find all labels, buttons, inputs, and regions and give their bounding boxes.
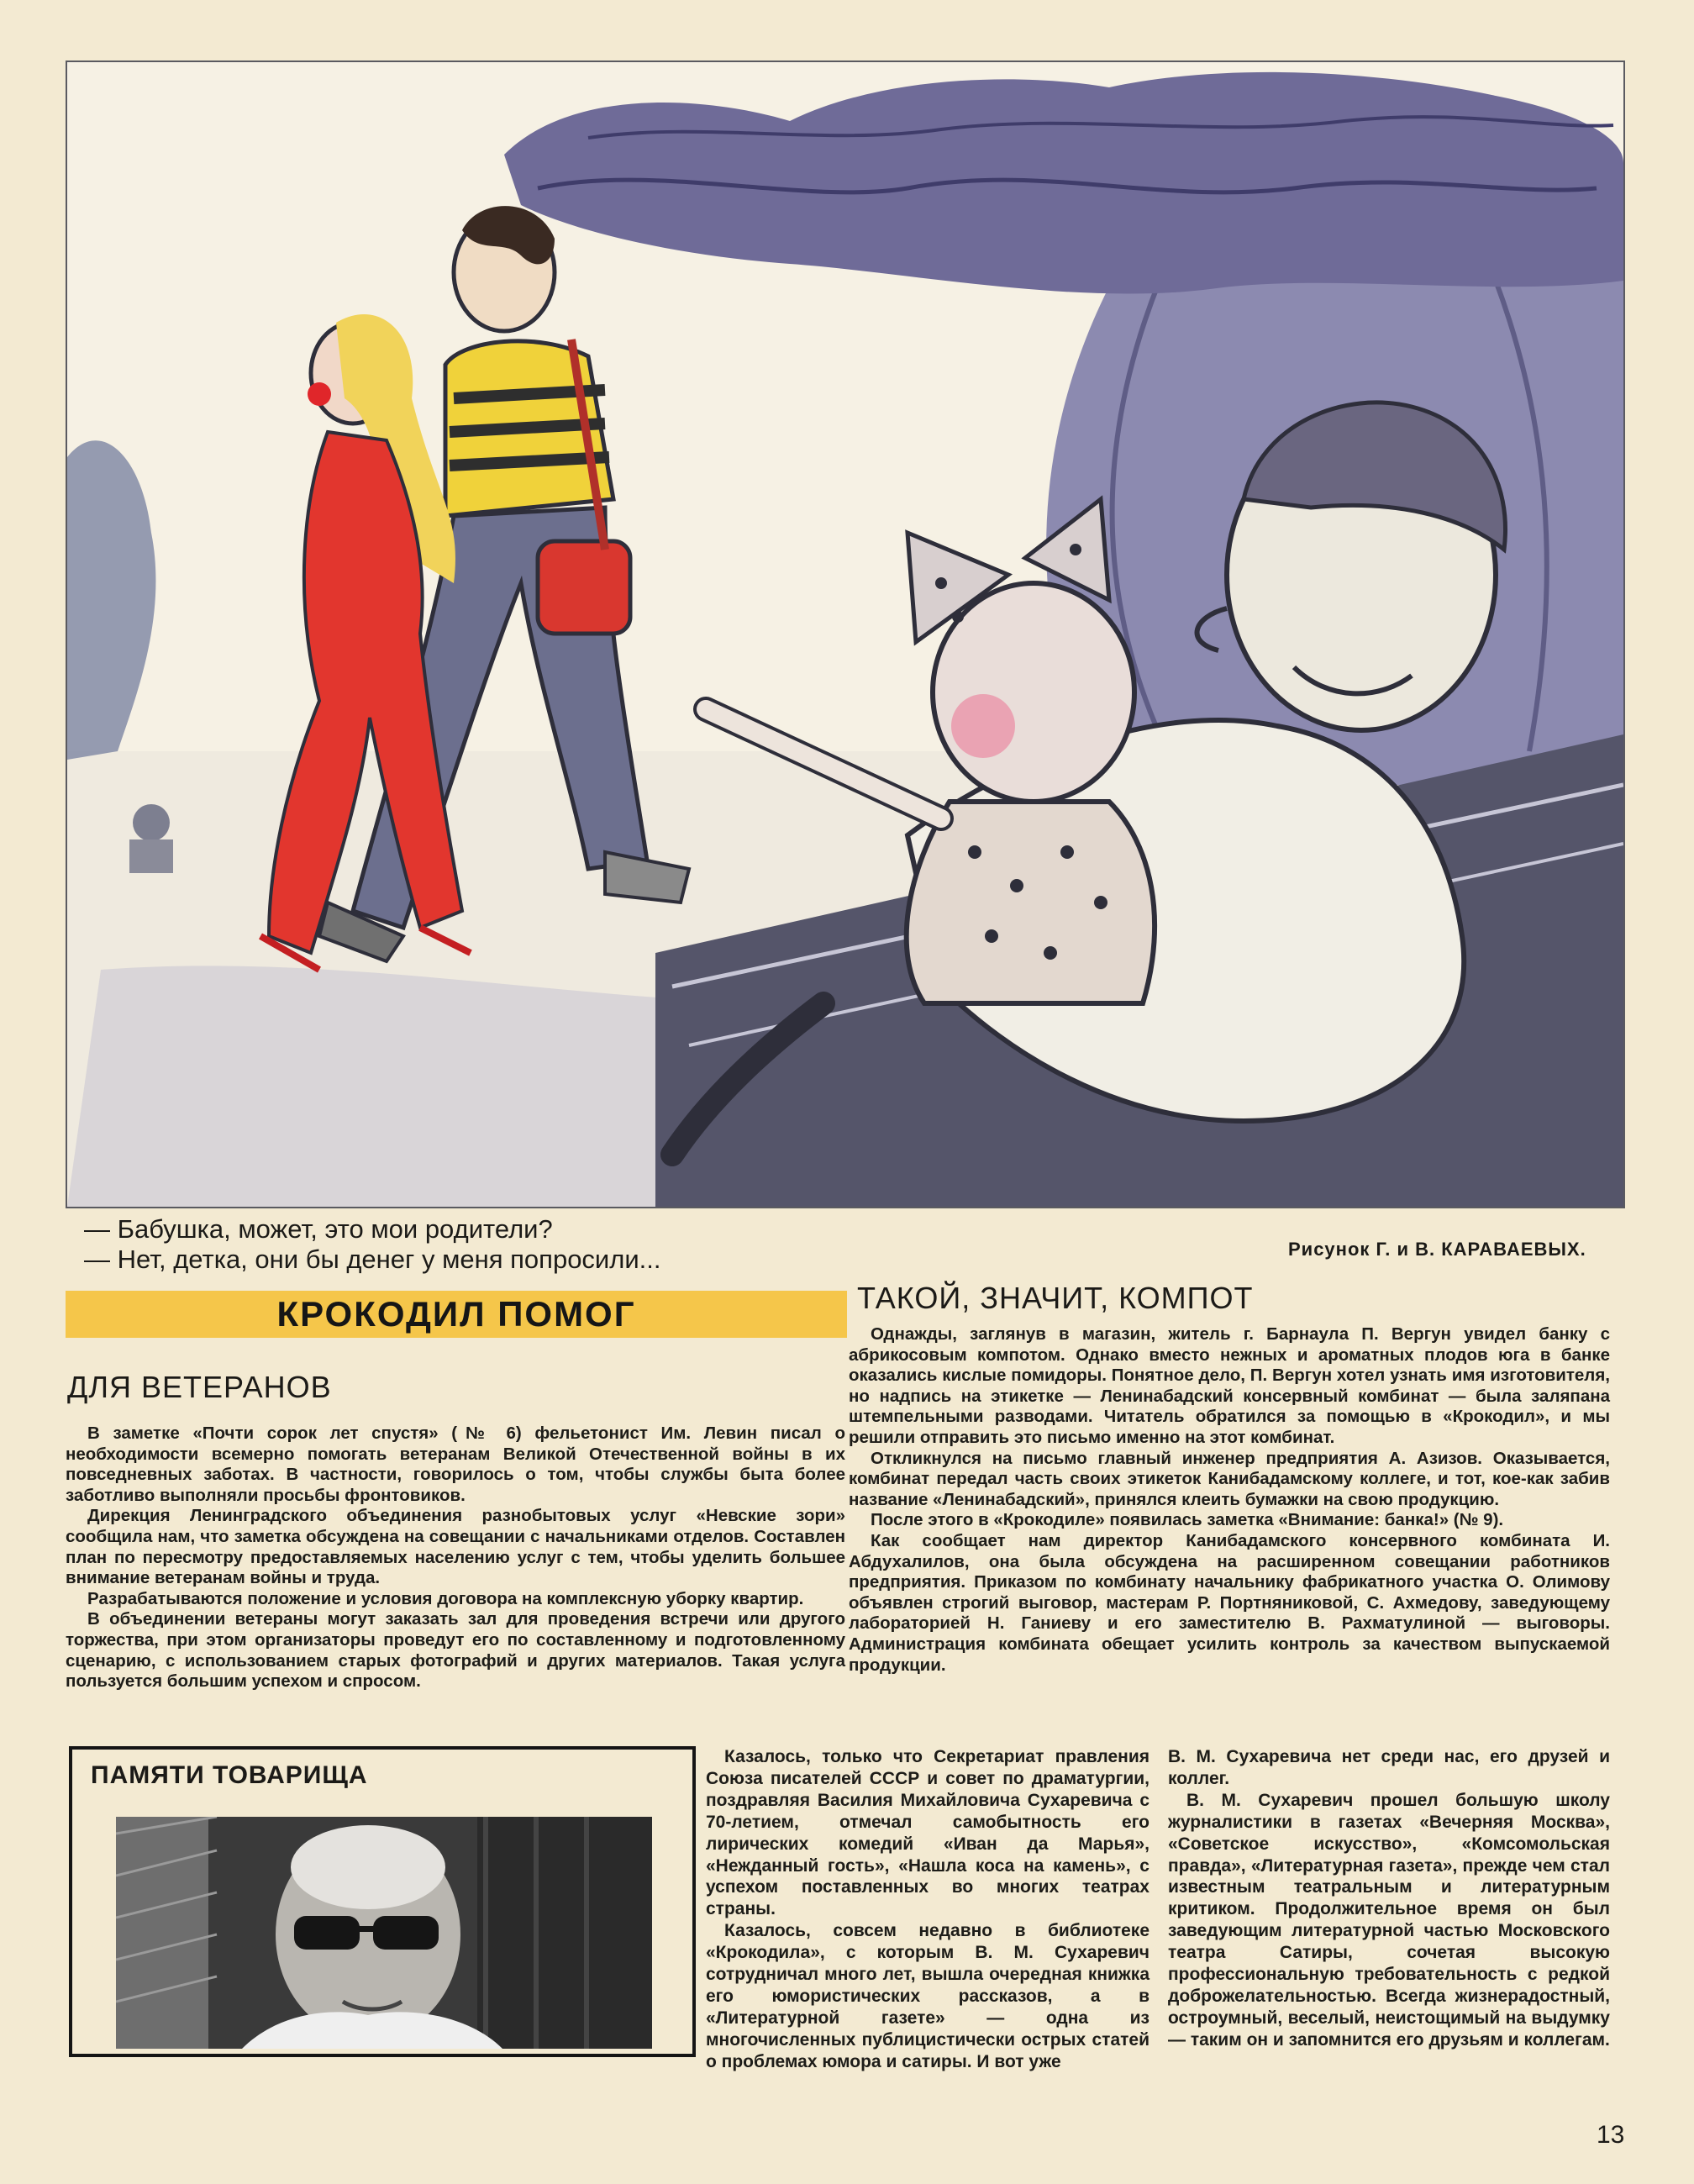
cartoon-caption-line-1: — Бабушка, может, это мои родители? [84,1214,553,1244]
memorial-paragraph: В. М. Сухаревича нет среди нас, его друзей и коллег. [1168,1747,1610,1788]
article-paragraph: Дирекция Ленинградского объединения разнобытовых услуг «Невские зори» сообщила нам, что заметка обсуждена на совещании с начальниками отделов. Составлен план по пересмотру предоставляемых населению услуг с тем, чтобы уделить большее внимание ветеранам войны и труда. [66,1506,845,1588]
memorial-paragraph: В. М. Сухаревич прошел большую школу журналистики в газетах «Вечерняя Москва», «Советское искусство», «Комсомольская правда», «Литературная газета», прежде чем стал известным театральным и литературным критиком. Продолжительное время он был заведующим литературной частью Московского театра Сатиры, сочетая высокую профессиональную требовательность с редкой доброжелательностью. Всегда жизнерадостный, остроумный, веселый, неистощимый на выдумку — таким он и запомнится его друзьям и коллегам. [1168,1790,1610,2050]
section-banner-title: КРОКОДИЛ ПОМОГ [276,1294,636,1334]
article-veterans-heading: ДЛЯ ВЕТЕРАНОВ [67,1370,332,1404]
page-number: 13 [1597,2121,1625,2149]
article-paragraph: После этого в «Крокодиле» появилась заметка «Внимание: банка!» (№ 9). [871,1510,1504,1530]
memorial-paragraph: Казалось, совсем недавно в библиотеке «Крокодила», с которым В. М. Сухаревич сотрудничал много лет, вышла очередная книжка его юмористических рассказов, а в «Литературной газете» — одна из многочисленных публицистически острых статей о проблемах юмора и сатиры. И вот уже [706,1921,1150,2071]
article-paragraph: В заметке «Почти сорок лет спустя» (№ 6) фельетонист Им. Левин писал о необходимости всемерно помогать ветеранам Великой Отечественной войны в их повседневных заботах. В частности, говорилось о том, чтобы службы быта более заботливо выполняли просьбы фронтовиков. [66,1424,845,1505]
article-paragraph: Разрабатываются положение и условия договора на комплексную уборку квартир. [87,1588,804,1608]
article-compote-body [849,1324,1610,1676]
article-paragraph: Однажды, заглянув в магазин, житель г. Барнаула П. Вергун увидел банку с абрикосовым компотом. Однако вместо нежных и ароматных плодов юга в банке оказались кислые помидоры. Понятное дело, П. Вергун хотел узнать имя изготовителя, но надпись на этикетке — Ленинабадский консервный комбинат — была заляпана штемпельными разводами. Читатель обратился за помощью в «Крокодил», и мы решили отправить это письмо именно на этот комбинат. [849,1324,1610,1447]
portrait-photo [116,1817,652,2049]
memorial-column-2 [1168,1746,1610,2051]
illustration-credit: Рисунок Г. и В. КАРАВАЕВЫХ. [1288,1239,1586,1260]
memorial-title: ПАМЯТИ ТОВАРИЩА [91,1761,368,1789]
article-veterans-body [66,1424,845,1692]
cartoon-illustration [66,61,1625,1208]
memorial-column-1 [706,1746,1150,2073]
portrait-image [116,1817,652,2049]
memorial-paragraph: Казалось, только что Секретариат правления Союза писателей СССР и совет по драматургии, поздравляя Василия Михайловича Сухаревича с 70-летием, отмечал самобытность его лирических комедий «Иван да Марья», «Нежданный гость», «Нашла коса на камень», с успехом поставленных во многих театрах страны. [706,1747,1150,1919]
article-paragraph: Как сообщает нам директор Канибадамского консервного комбината И. Абдухалилов, она была обсуждена на расширенном совещании работников предприятия. Приказом по комбинату начальнику фабрикатного участка О. Олимову объявлен строгий выговор, мастерам Р. Портняниковой, С. Ахмедову, заведующему лабораторией Н. Ганиеву и его заместителю В. Рахматулиной — выговоры. Администрация комбината обещает усилить контроль за качеством выпускаемой продукции. [849,1530,1610,1675]
memorial-box [69,1746,696,2057]
article-paragraph: В объединении ветераны могут заказать зал для проведения встречи или другого торжества, при этом организаторы проведут его по составленному и подготовленному сценарию, с использованием старых фотографий и других материалов. Такая услуга пользуется большим успехом и спросом. [66,1609,845,1692]
section-banner [66,1291,847,1338]
article-compote-heading: ТАКОЙ, ЗНАЧИТ, КОМПОТ [857,1281,1254,1315]
cartoon-drawing [67,62,1623,1207]
cartoon-caption-line-2: — Нет, детка, они бы денег у меня попросили... [84,1245,661,1274]
article-paragraph: Откликнулся на письмо главный инженер предприятия А. Азизов. Оказывается, комбинат передал часть своих этикеток Канибадамскому коллеге, и тот, кое-как забив название «Ленинабадский», принялся клеить бумажки на свою продукцию. [849,1448,1610,1509]
